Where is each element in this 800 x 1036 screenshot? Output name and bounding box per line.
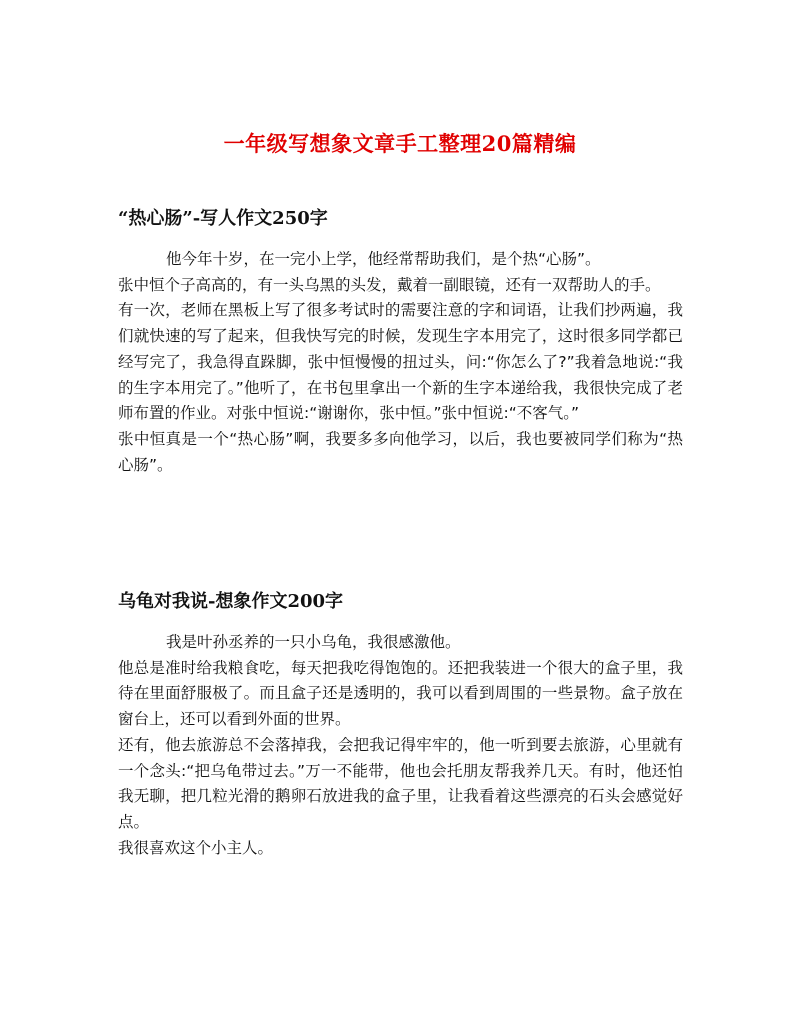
paragraph: 他总是准时给我粮食吃，每天把我吃得饱饱的。还把我装进一个很大的盒子里，我待在里面舒服极了。而且盒子还是透明的，我可以看到周围的一些景物。盒子放在窗台上，还可以看到外面的世界。 bbox=[118, 658, 683, 729]
paragraph: 我是叶孙丞养的一只小乌龟，我很感激他。 bbox=[166, 633, 461, 651]
paragraph: 张中恒个子高高的，有一头乌黑的头发，戴着一副眼镜，还有一双帮助人的手。 bbox=[118, 275, 661, 294]
paragraph: 还有，他去旅游总不会落掉我，会把我记得牢牢的，他一听到要去旅游，心里就有一个念头:“把乌龟带过去。”万一不能带，他也会托朋友帮我养几天。有时，他还怕我无聊，把几粒光滑的鹅卵石放进我的盒子里，让我看着这些漂亮的石头会感觉好点。 bbox=[118, 735, 683, 831]
paragraph: 张中恒真是一个“热心肠”啊，我要多多向他学习，以后，我也要被同学们称为“热心肠”。 bbox=[118, 429, 683, 474]
document-title: 一年级写想象文章手工整理20篇精编 bbox=[223, 131, 577, 156]
section-heading: 乌龟对我说-想象作文200字 bbox=[118, 591, 344, 612]
paragraph: 他今年十岁，在一完小上学，他经常帮助我们，是个热“心肠”。 bbox=[166, 250, 601, 268]
essay-section-warm-hearted bbox=[118, 205, 683, 478]
paragraph: 有一次，老师在黑板上写了很多考试时的需要注意的字和词语，让我们抄两遍，我们就快速的写了起来，但我快写完的时候，发现生字本用完了，这时很多同学都已经写完了，我急得直跺脚，张中恒慢慢的扭过头，问:“你怎么了?”我着急地说:“我的生字本用完了。”他听了，在书包里拿出一个新的生字本递给我，我很快完成了老师布置的作业。对张中恒说:“谢谢你，张中恒。”张中恒说:“不客气。” bbox=[118, 301, 683, 423]
section-heading: “热心肠”-写人作文250字 bbox=[118, 208, 328, 229]
essay-section-turtle bbox=[118, 588, 683, 861]
paragraph: 我很喜欢这个小主人。 bbox=[118, 838, 274, 857]
